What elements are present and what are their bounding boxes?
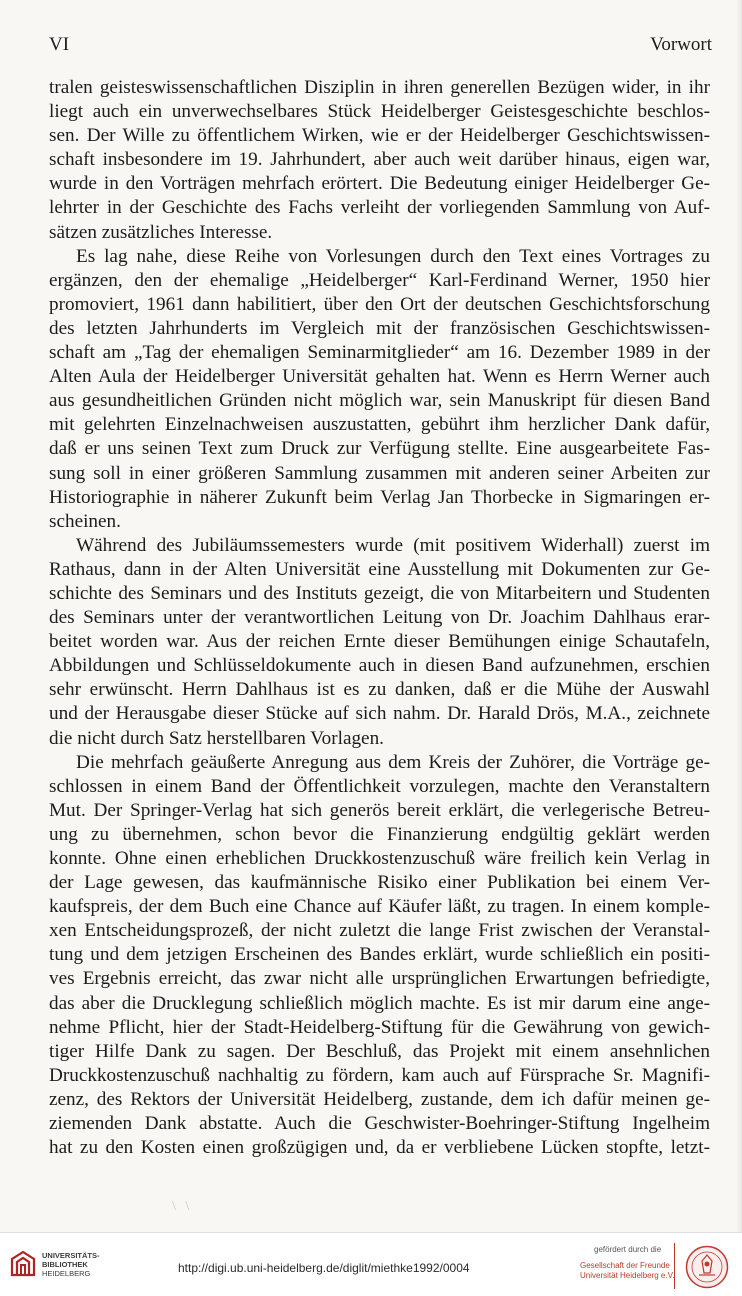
text-line: ves Ergebnis erreicht, das zwar nicht alle ursprünglichen Erwartungen befriedigte, xyxy=(49,968,710,990)
text-line: ung zu übernehmen, schon bevor die Finanzierung endgültig geklärt werden xyxy=(49,823,710,845)
text-line: tralen geisteswissenschaftlichen Disziplin in ihren generellen Bezügen wider, in ihr xyxy=(49,77,710,98)
text-line: sen. Der Wille zu öffentlichem Wirken, wie er der Heidelberger Geschichtswissen- xyxy=(49,125,710,147)
digitization-footer xyxy=(0,1232,742,1296)
text-line: Mut. Der Springer-Verlag hat sich generös bereit erklärt, die verlegerische Betreu- xyxy=(49,799,710,821)
text-line: kaufspreis, der dem Buch eine Chance auf Käufer läßt, zu tragen. In einem komple- xyxy=(49,896,710,918)
text-line: des Seminars unter der verantwortlichen Leitung von Dr. Joachim Dahlhaus erar- xyxy=(49,607,710,629)
sponsor-name: Gesellschaft der Freunde Universität Heidelberg e.V. xyxy=(580,1261,675,1280)
text-line: ziemenden Dank abstatte. Auch die Geschwister-Boehringer-Stiftung Ingelheim xyxy=(49,1113,710,1135)
sponsor-divider xyxy=(674,1243,675,1289)
text-line: hat zu den Kosten einen großzügigen und, da er verbliebene Lücken stopfte, letzt- xyxy=(49,1137,710,1159)
text-line: die nicht durch Satz herstellbaren Vorlagen. xyxy=(49,727,384,749)
text-line: aus gesundheitlichen Gründen nicht möglich war, sein Manuskript für diesen Band xyxy=(49,390,710,412)
text-line: daß er uns seinen Text zum Druck zur Verfügung stellte. Eine ausgearbeitete Fas- xyxy=(49,438,710,460)
text-line: schlossen in einem Band der Öffentlichkeit vorzulegen, machte den Veranstaltern xyxy=(49,775,710,797)
text-line: scheinen. xyxy=(49,510,121,532)
text-line: lehrter in der Geschichte des Fachs verleiht der vorliegenden Sammlung von Auf- xyxy=(49,197,710,219)
text-line: sätzen zusätzliches Interesse. xyxy=(49,221,273,243)
text-line: konnte. Ohne einen erheblichen Druckkostenzuschuß wäre freilich kein Verlag in xyxy=(49,848,710,869)
text-line: nehme Pflicht, hier der Stadt-Heidelberg-Stiftung für die Gewährung von gewich- xyxy=(49,1016,710,1038)
text-line: der Lage gewesen, das kaufmännische Risiko einer Publikation bei einem Ver- xyxy=(49,872,710,894)
text-line: zenz, des Rektors der Universität Heidelberg, zustande, dem ich dafür meinen ge- xyxy=(49,1088,710,1110)
text-line: Abbildungen und Schlüsseldokumente auch in diesen Band aufzunehmen, erschien xyxy=(49,655,710,677)
sponsor-label: gefördert durch die xyxy=(594,1245,662,1254)
section-title: Vorwort xyxy=(650,34,712,55)
text-line: tiger Hilfe Dank zu sagen. Der Beschluß, das Projekt mit einem ansehnlichen xyxy=(49,1040,710,1062)
paragraph-first-line: Die mehrfach geäußerte Anregung aus dem Kreis der Zuhörer, die Vorträge ge- xyxy=(76,751,710,773)
text-line: mit gelehrten Einzelnachweisen auszustatten, gebührt ihm herzlicher Dank dafür, xyxy=(49,414,710,436)
paragraph-first-line: Während des Jubiläumssemesters wurde (mit positivem Widerhall) zuerst im xyxy=(76,534,710,556)
text-line: schichte des Seminars und des Instituts gezeigt, die von Mitarbeitern und Studenten xyxy=(49,582,710,604)
page-number: VI xyxy=(49,34,70,55)
university-seal-icon xyxy=(685,1245,729,1289)
text-line: ergänzen, den der ehemalige „Heidelberger“ Karl-Ferdinand Werner, 1950 hier xyxy=(49,269,710,291)
text-line: tung und dem jetzigen Erscheinen des Bandes erklärt, wurde schließlich ein positi- xyxy=(49,944,710,966)
body-text xyxy=(49,76,710,1160)
paragraph-first-line: Es lag nahe, diese Reihe von Vorlesungen durch den Text eines Vortrages zu xyxy=(76,245,710,267)
text-line: sung soll in einer größeren Sammlung zusammen mit anderen seiner Arbeiten zur xyxy=(49,462,710,484)
text-line: des letzten Jahrhunderts im Vergleich mit der französischen Geschichtswissen- xyxy=(49,317,710,339)
text-line: promoviert, 1961 dann habilitiert, über den Ort der deutschen Geschichtsforschung xyxy=(49,293,710,315)
text-line: beitet worden war. Aus der reichen Ernte dieser Bemühungen einige Schautafeln, xyxy=(49,631,710,653)
text-line: Rathaus, dann in der Alten Universität eine Ausstellung mit Dokumenten zur Ge- xyxy=(49,558,710,580)
text-line: xen Entscheidungsprozeß, der nicht zuletzt die lange Frist zwischen der Veranstal- xyxy=(49,920,710,942)
text-line: und der Herausgabe dieser Stücke auf sich nahm. Dr. Harald Drös, M.A., zeichnete xyxy=(49,703,710,725)
stray-pencil-marks: \ \ xyxy=(172,1199,193,1214)
library-logo-icon xyxy=(8,1249,38,1279)
text-line: wurde in den Vorträgen mehrfach erörtert. Die Bedeutung einiger Heidelberger Ge- xyxy=(49,173,710,195)
permalink-url[interactable]: http://digi.ub.uni-heidelberg.de/diglit/miethke1992/0004 xyxy=(178,1261,470,1275)
text-line: sehr erwünscht. Herrn Dahlhaus ist es zu danken, daß er die Mühe der Auswahl xyxy=(49,679,710,701)
text-line: liegt auch ein unverwechselbares Stück Heidelberger Geistesgeschichte beschlos- xyxy=(49,101,710,123)
text-line: Historiographie in näherer Zukunft beim Verlag Jan Thorbecke in Sigmaringen er- xyxy=(49,486,710,508)
text-line: Alten Aula der Heidelberger Universität gehalten hat. Wenn es Herrn Werner auch xyxy=(49,366,710,388)
text-line: schaft insbesondere im 19. Jahrhundert, aber auch weit darüber hinaus, eigen war, xyxy=(49,149,710,171)
text-line: Druckkostenzuschuß nachhaltig zu fördern, kam auch auf Fürsprache Sr. Magnifi- xyxy=(49,1064,710,1086)
text-line: das aber die Drucklegung schließlich möglich machte. Es ist mir darum eine ange- xyxy=(49,992,710,1014)
library-name: UNIVERSITÄTS- BIBLIOTHEK HEIDELBERG xyxy=(42,1251,100,1278)
text-line: schaft am „Tag der ehemaligen Seminarmitglieder“ am 16. Dezember 1989 in der xyxy=(49,342,710,364)
